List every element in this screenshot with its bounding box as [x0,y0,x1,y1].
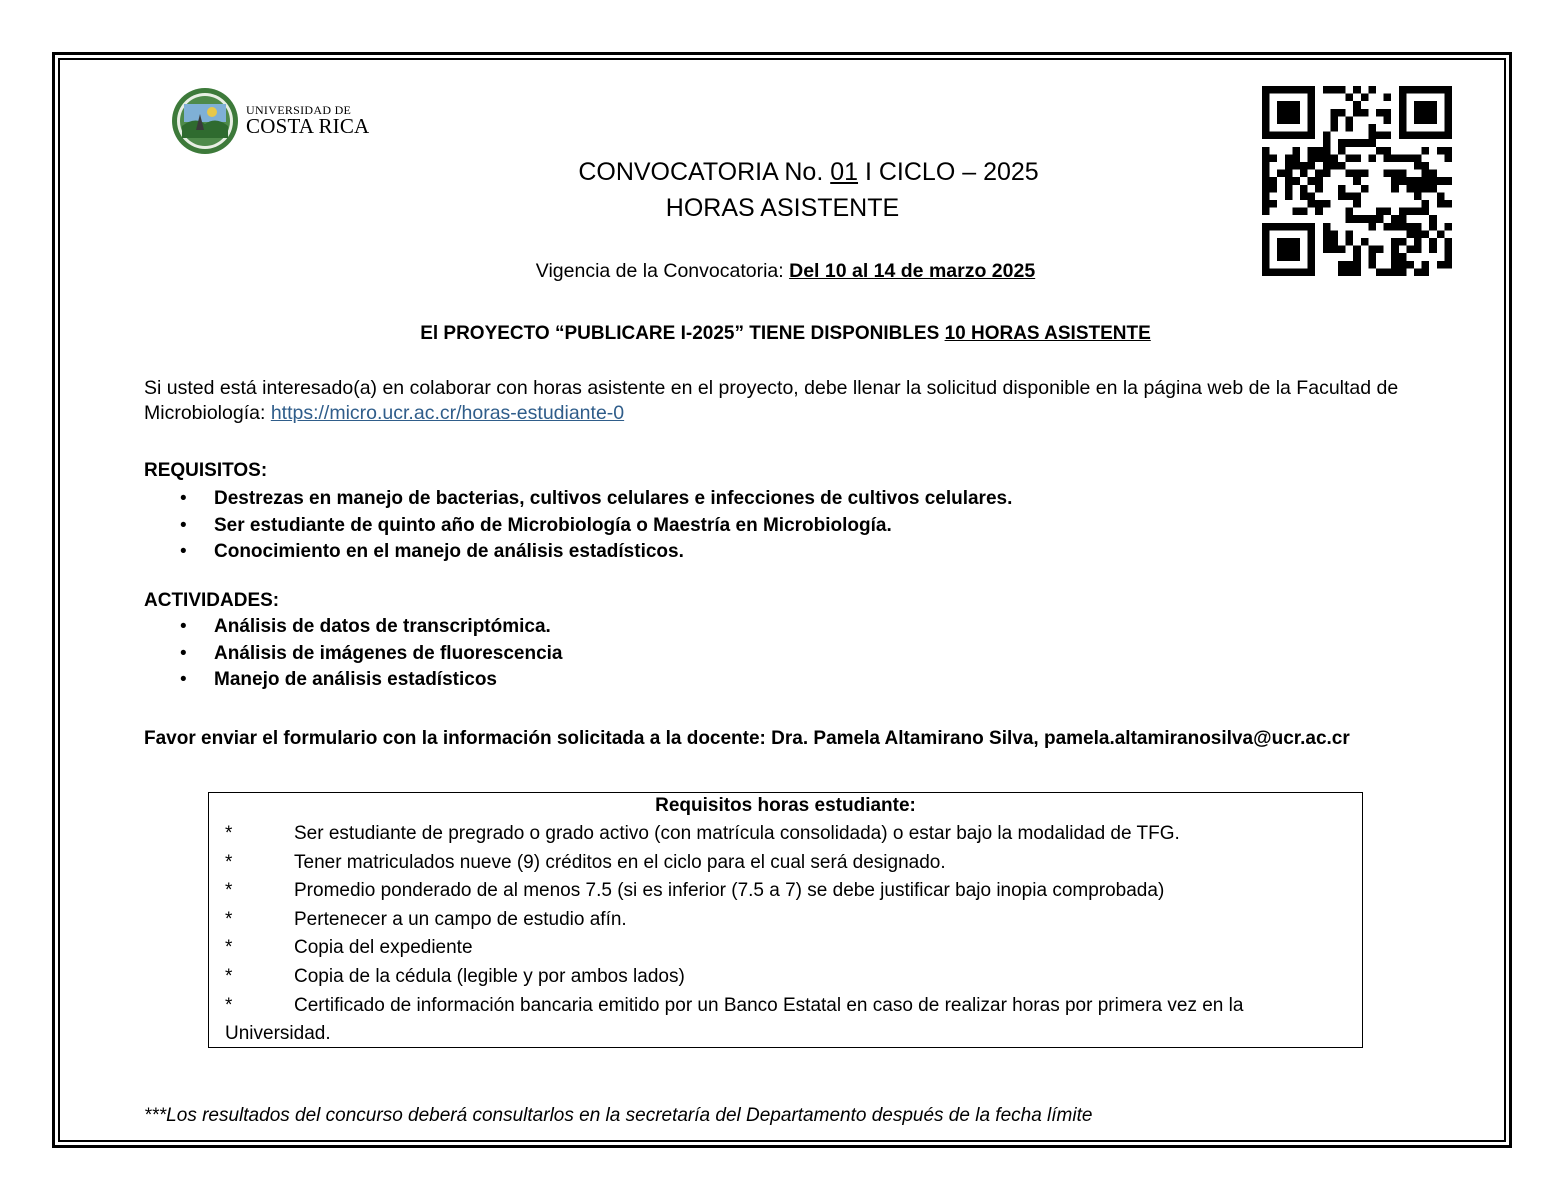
box-item [225,992,1345,1048]
title-prefix: CONVOCATORIA No. [578,158,831,186]
student-requirements-box [208,792,1363,1048]
university-name-line1: UNIVERSIDAD DE [246,103,352,117]
box-title: Requisitos horas estudiante: [655,795,916,816]
contact-instruction: Favor enviar el formulario con la información solicitada a la docente: Dra. Pamela Altamirano Silva, pamela.altamiranosilva@ucr.ac.cr [144,728,1350,749]
intro-paragraph [144,376,1434,426]
page-subtitle: HORAS ASISTENTE [665,194,900,222]
box-item-text: Ser estudiante de pregrado o grado activo (con matrícula consolidada) o estar bajo la modalidad de TFG. [294,823,1180,844]
page-title [32,158,1553,187]
project-text: El PROYECTO “PUBLICARE I-2025” TIENE DISPONIBLES [420,323,945,344]
university-name [246,104,369,137]
box-item-text: Copia de la cédula (legible y por ambos lados) [294,966,685,987]
vigencia-label: Vigencia de la Convocatoria: [535,260,790,282]
vigencia-line [0,260,1553,283]
star-bullet: * [225,909,233,930]
title-suffix: I CICLO – 2025 [858,158,1039,186]
requisitos-list [174,486,1012,566]
list-item: • Ser estudiante de quinto año de Microbiología o Maestría en Microbiología. [174,513,1012,540]
vigencia-dates: Del 10 al 14 de marzo 2025 [789,260,1036,282]
intro-text: Si usted está interesado(a) en colaborar con horas asistente en el proyecto, debe llenar la solicitud disponible en la página web de la Facultad de Microbiología: [144,377,1399,424]
actividades-list [174,614,562,694]
box-item-text: Certificado de información bancaria emitido por un Banco Estatal en caso de realizar horas por primera vez en la Universidad. [225,995,1244,1044]
star-bullet: * [225,880,233,901]
list-item: • Análisis de datos de transcriptómica. [174,614,562,641]
star-bullet: * [225,995,233,1016]
project-line [0,323,1553,345]
box-item-text: Copia del expediente [294,937,473,958]
box-item-text: Promedio ponderado de al menos 7.5 (si es inferior (7.5 a 7) se debe justificar bajo inopia comprobada) [294,880,1165,901]
university-seal-icon [170,86,240,156]
list-item: • Análisis de imágenes de fluorescencia [174,641,562,668]
university-name-line2: COSTA RICA [246,114,370,138]
box-item [225,849,1345,877]
star-bullet: * [225,852,233,873]
actividades-heading: ACTIVIDADES: [144,590,280,611]
university-logo [170,86,370,158]
star-bullet: * [225,966,233,987]
footer-note: ***Los resultados del concurso deberá consultarlos en la secretaría del Departamento después de la fecha límite [144,1105,1093,1126]
star-bullet: * [225,823,233,844]
box-item-text: Pertenecer a un campo de estudio afín. [294,909,627,930]
star-bullet: * [225,937,233,958]
box-item [225,877,1345,905]
box-item [225,820,1345,848]
box-item-text: Tener matriculados nueve (9) créditos en el ciclo para el cual será designado. [294,852,946,873]
application-link[interactable]: https://micro.ucr.ac.cr/horas-estudiante-0 [270,402,625,424]
box-item [225,963,1345,991]
box-item [225,906,1345,934]
requisitos-heading: REQUISITOS: [144,460,268,481]
box-item [225,934,1345,962]
list-item: • Conocimiento en el manejo de análisis estadísticos. [174,539,1012,566]
project-hours: 10 HORAS ASISTENTE [944,323,1151,344]
title-number: 01 [830,158,859,186]
list-item: • Manejo de análisis estadísticos [174,667,562,694]
list-item: • Destrezas en manejo de bacterias, cultivos celulares e infecciones de cultivos celulares. [174,486,1012,513]
